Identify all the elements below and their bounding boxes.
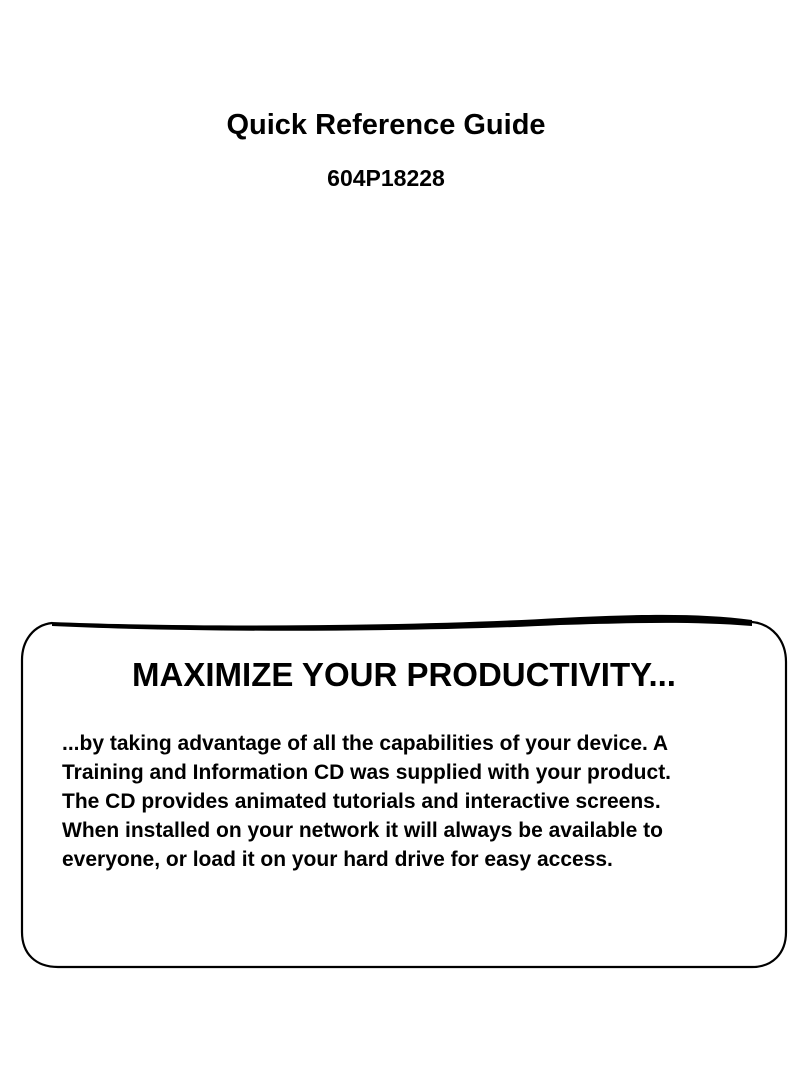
callout-body-line: The CD provides animated tutorials and interactive screens. <box>62 790 661 813</box>
callout-top-brush-stroke <box>52 615 752 631</box>
callout-heading: MAXIMIZE YOUR PRODUCTIVITY... <box>132 656 676 693</box>
callout-body-line: When installed on your network it will always be available to <box>62 819 663 842</box>
callout-body-line: everyone, or load it on your hard drive for easy access. <box>62 848 613 871</box>
callout-body-line: ...by taking advantage of all the capabilities of your device. A <box>62 732 669 755</box>
document-title: Quick Reference Guide <box>226 109 546 141</box>
callout-body-line: Training and Information CD was supplied with your product. <box>62 761 672 784</box>
document-part-number: 604P18228 <box>327 165 445 191</box>
callout-body-text <box>62 729 762 874</box>
